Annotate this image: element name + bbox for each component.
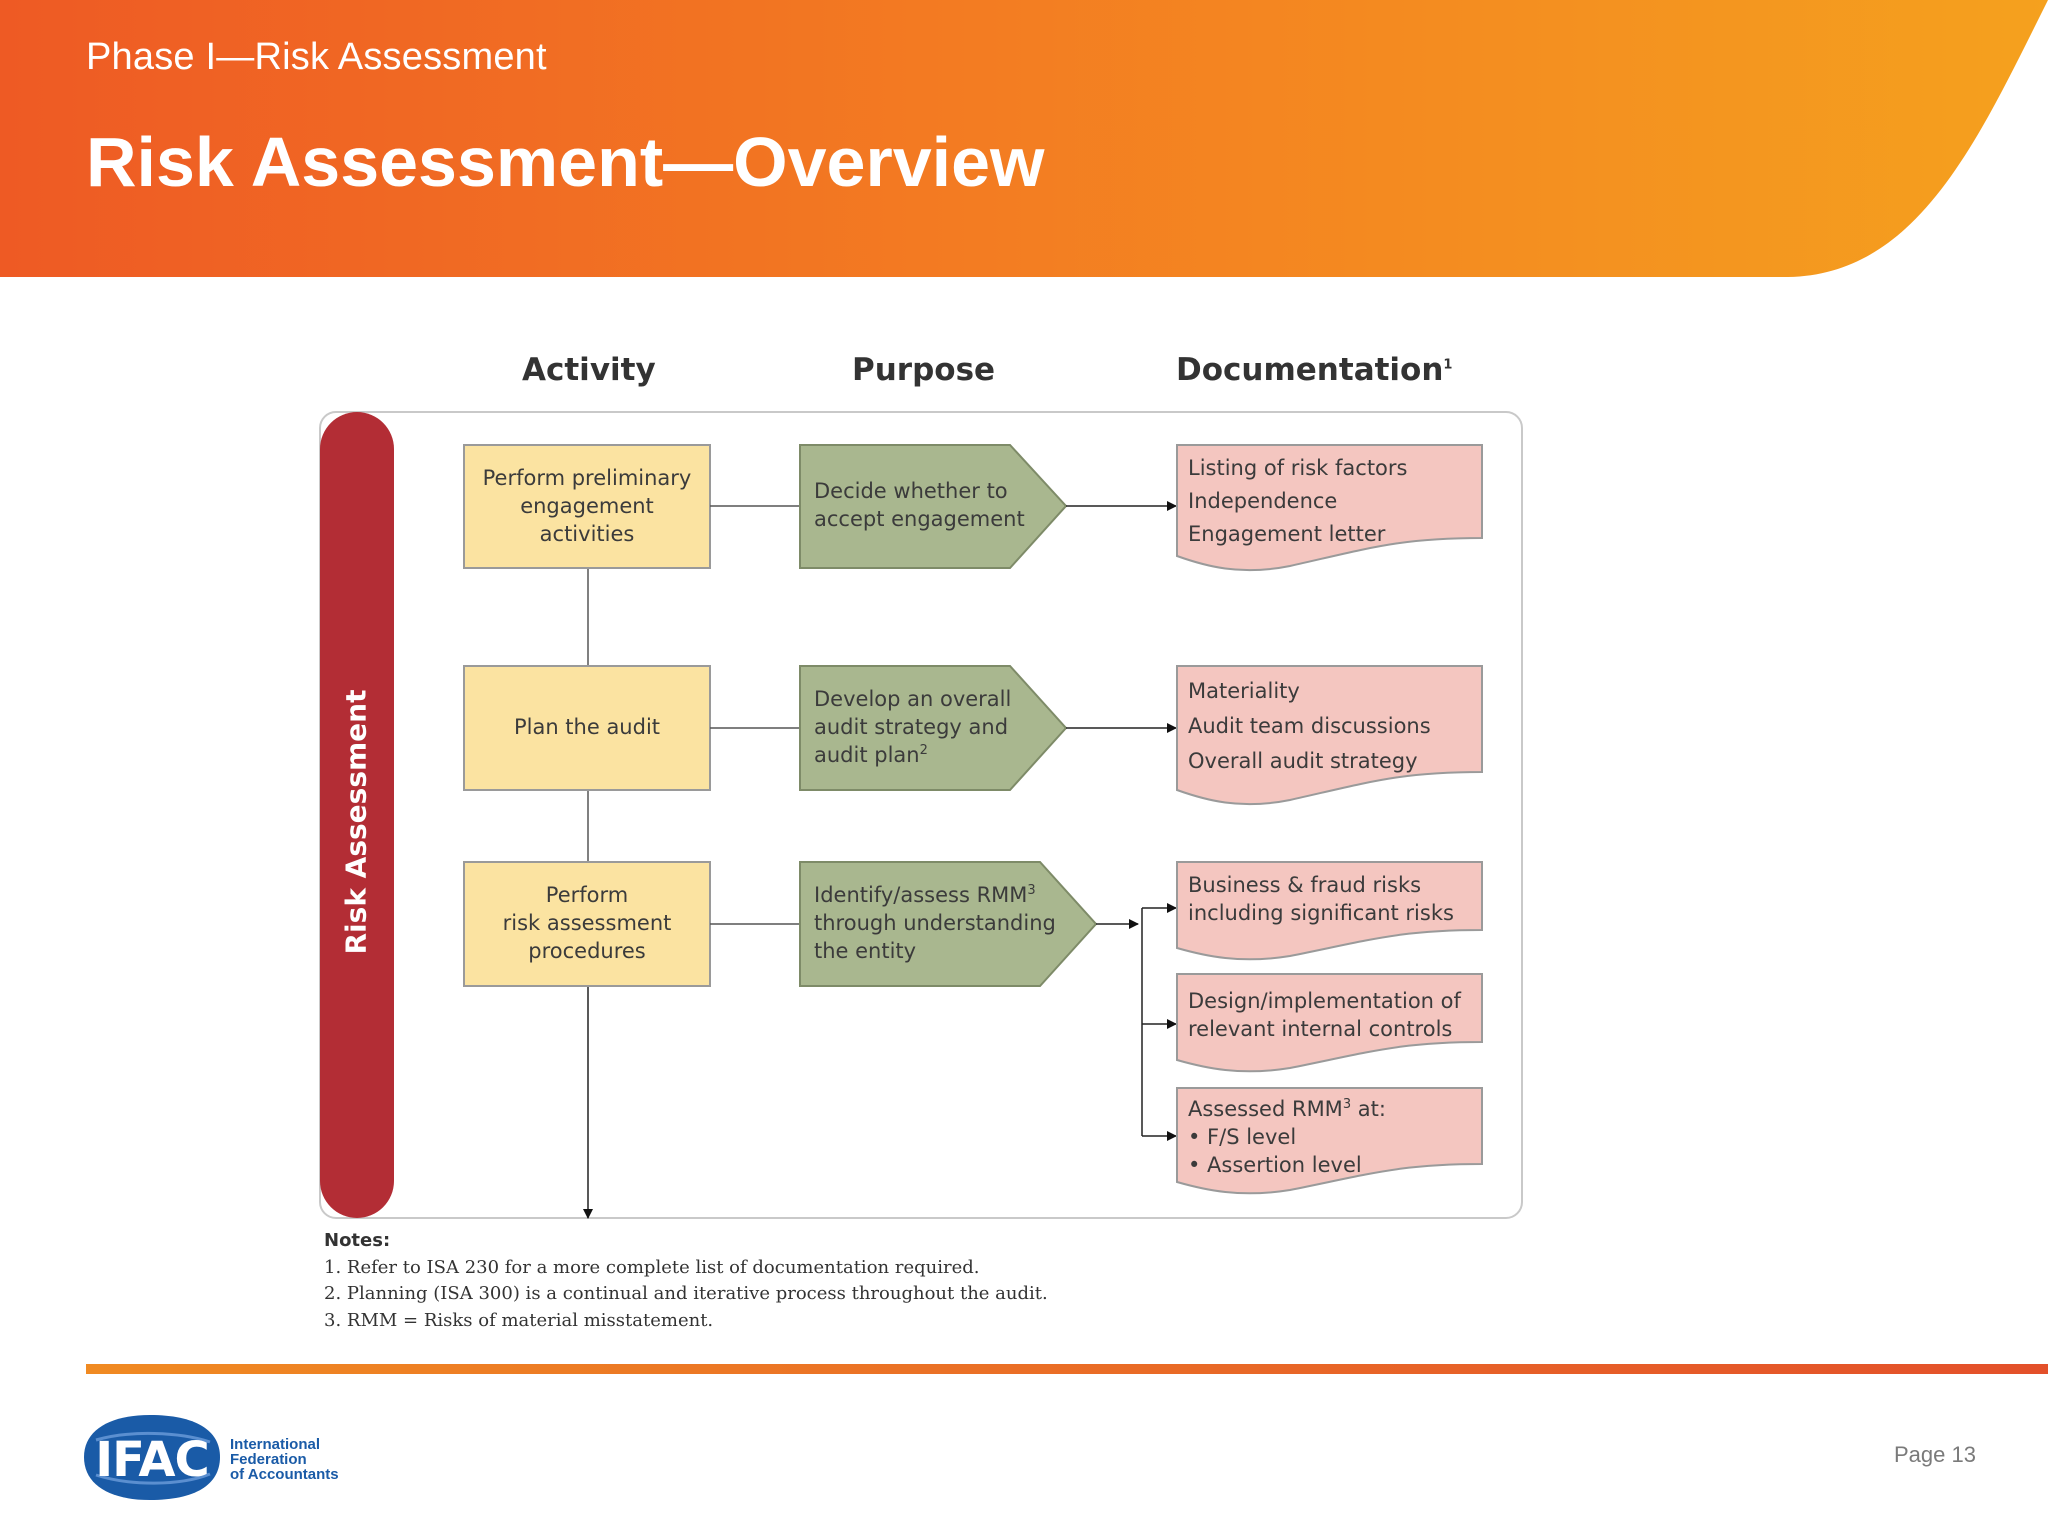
purpose-label-identify: Identify/assess RMM$^3$ through understanding the entity xyxy=(814,883,1056,963)
ifac-logo-letters: IFAC xyxy=(95,1432,209,1488)
footer-rule xyxy=(86,1364,2048,1374)
activity-label-preliminary: Perform preliminary engagement activities xyxy=(482,466,692,546)
purpose-label-accept: Decide whether to accept engagement xyxy=(814,479,1025,531)
ifac-logo-text: International Federation of Accountants xyxy=(230,1436,339,1483)
doc-label-risks: Business & fraud risks including significant risks xyxy=(1188,873,1454,925)
page-title: Risk Assessment—Overview xyxy=(86,123,1045,201)
activity-label-plan: Plan the audit xyxy=(513,715,661,739)
column-header-documentation: Documentation$^1$ xyxy=(1176,352,1453,388)
diagram-notes: Notes: 1. Refer to ISA 230 for a more complete list of documentation required. 2. Planning (ISA 300) is a continual and iterative process throughout the audit. 3. RMM = Risks of material misstatement. xyxy=(324,1230,1048,1331)
doc-label-planning: Materiality Audit team discussions Overall audit strategy xyxy=(1188,679,1431,773)
page-number: Page 13 xyxy=(1894,1442,1976,1467)
doc-label-assessed-rmm: Assessed RMM$^3$ at: • F/S level • Assertion level xyxy=(1188,1097,1386,1177)
doc-label-engagement: Listing of risk factors Independence Engagement letter xyxy=(1188,456,1408,546)
doc-label-controls: Design/implementation of relevant internal controls xyxy=(1188,989,1461,1041)
section-subtitle: Phase I—Risk Assessment xyxy=(86,36,547,78)
purpose-label-strategy: Develop an overall audit strategy and audit plan$^2$ xyxy=(814,687,1012,767)
column-header-purpose: Purpose xyxy=(852,352,996,388)
activity-label-risk-procedures: Perform risk assessment procedures xyxy=(502,883,672,963)
column-header-activity: Activity xyxy=(522,352,656,388)
